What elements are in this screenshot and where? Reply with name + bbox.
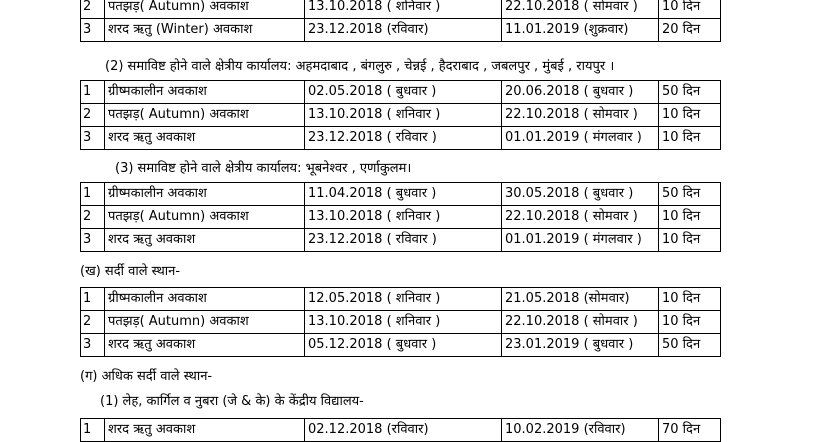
table-section-3: [80, 182, 721, 252]
row-number: 1: [81, 419, 105, 442]
start-date: 23.12.2018 ( रविवार ): [305, 229, 502, 252]
duration: 10 दिन: [659, 288, 721, 311]
vacation-name: शरद ऋतु अवकाश: [105, 229, 305, 252]
vacation-name: पतझड़( Autumn) अवकाश: [105, 206, 305, 229]
row-number: 2: [81, 206, 105, 229]
start-date: 12.05.2018 ( शनिवार ): [305, 288, 502, 311]
vacation-name: ग्रीष्मकालीन अवकाश: [105, 81, 305, 104]
end-date: 22.10.2018 ( सोमवार ): [502, 311, 659, 334]
table-row: [81, 288, 721, 311]
vacation-name: शरद ऋतु (Winter) अवकाश: [105, 19, 305, 42]
row-number: 1: [81, 183, 105, 206]
section-heading-2: (2) समाविष्ट होने वाले क्षेत्रीय कार्यालय: अहमदाबाद , बंगलुरु , चेन्नई , हैदराबाद , जबलपुर , मुंबई , रायपुर ।: [105, 59, 615, 74]
duration: 50 दिन: [659, 81, 721, 104]
section-heading-ga: (ग) अधिक सर्दी वाले स्थान-: [80, 369, 213, 384]
start-date: 23.12.2018 ( रविवार ): [305, 127, 502, 150]
end-date: 22.10.2018 ( सोमवार ): [502, 0, 659, 19]
table-row: [81, 81, 721, 104]
end-date: 21.05.2018 (सोमवार): [502, 288, 659, 311]
table-bottom: [80, 418, 721, 442]
vacation-name: पतझड़( Autumn) अवकाश: [105, 311, 305, 334]
duration: 10 दिन: [659, 0, 721, 19]
table-row: [81, 104, 721, 127]
end-date: 01.01.2019 ( मंगलवार ): [502, 127, 659, 150]
table-top: [80, 0, 721, 42]
row-number: 3: [81, 19, 105, 42]
duration: 20 दिन: [659, 19, 721, 42]
table-row: [81, 206, 721, 229]
end-date: 01.01.2019 ( मंगलवार ): [502, 229, 659, 252]
row-number: 2: [81, 0, 105, 19]
end-date: 30.05.2018 ( बुधवार ): [502, 183, 659, 206]
start-date: 05.12.2018 ( बुधवार ): [305, 334, 502, 357]
section-heading-3: (3) समाविष्ट होने वाले क्षेत्रीय कार्यालय: भूबनेश्वर , एर्णाकुलम।: [115, 161, 412, 176]
row-number: 2: [81, 104, 105, 127]
table-section-kh: [80, 287, 721, 357]
table-row: [81, 311, 721, 334]
section-heading-ga-1: (1) लेह, कार्गिल व नुबरा (जे & के) के केंद्रीय विद्यालय-: [100, 394, 364, 409]
row-number: 3: [81, 229, 105, 252]
section-heading-kh: (ख) सर्दी वाले स्थान-: [80, 264, 181, 279]
vacation-name: पतझड़( Autumn) अवकाश: [105, 0, 305, 19]
vacation-name: शरद ऋतु अवकाश: [105, 334, 305, 357]
duration: 10 दिन: [659, 311, 721, 334]
start-date: 23.12.2018 (रविवार): [305, 19, 502, 42]
row-number: 1: [81, 288, 105, 311]
duration: 10 दिन: [659, 104, 721, 127]
duration: 70 दिन: [659, 419, 721, 442]
start-date: 11.04.2018 ( बुधवार ): [305, 183, 502, 206]
table-row: [81, 419, 721, 442]
vacation-name: शरद ऋतु अवकाश: [105, 127, 305, 150]
start-date: 13.10.2018 ( शनिवार ): [305, 311, 502, 334]
table-row: [81, 229, 721, 252]
end-date: 20.06.2018 ( बुधवार ): [502, 81, 659, 104]
duration: 10 दिन: [659, 206, 721, 229]
table-row: [81, 334, 721, 357]
duration: 50 दिन: [659, 334, 721, 357]
duration: 50 दिन: [659, 183, 721, 206]
row-number: 3: [81, 334, 105, 357]
row-number: 1: [81, 81, 105, 104]
duration: 10 दिन: [659, 229, 721, 252]
end-date: 10.02.2019 (रविवार): [502, 419, 659, 442]
end-date: 23.01.2019 ( बुधवार ): [502, 334, 659, 357]
start-date: 13.10.2018 ( शनिवार ): [305, 0, 502, 19]
end-date: 11.01.2019 (शुक्रवार): [502, 19, 659, 42]
table-row: [81, 127, 721, 150]
vacation-name: ग्रीष्मकालीन अवकाश: [105, 183, 305, 206]
start-date: 13.10.2018 ( शनिवार ): [305, 206, 502, 229]
table-section-2: [80, 80, 721, 150]
row-number: 3: [81, 127, 105, 150]
end-date: 22.10.2018 ( सोमवार ): [502, 206, 659, 229]
start-date: 13.10.2018 ( शनिवार ): [305, 104, 502, 127]
start-date: 02.05.2018 ( बुधवार ): [305, 81, 502, 104]
table-row: [81, 183, 721, 206]
table-row: [81, 19, 721, 42]
vacation-name: पतझड़( Autumn) अवकाश: [105, 104, 305, 127]
end-date: 22.10.2018 ( सोमवार ): [502, 104, 659, 127]
vacation-name: शरद ऋतु अवकाश: [105, 419, 305, 442]
vacation-name: ग्रीष्मकालीन अवकाश: [105, 288, 305, 311]
duration: 10 दिन: [659, 127, 721, 150]
table-row: [81, 0, 721, 19]
start-date: 02.12.2018 (रविवार): [305, 419, 502, 442]
row-number: 2: [81, 311, 105, 334]
